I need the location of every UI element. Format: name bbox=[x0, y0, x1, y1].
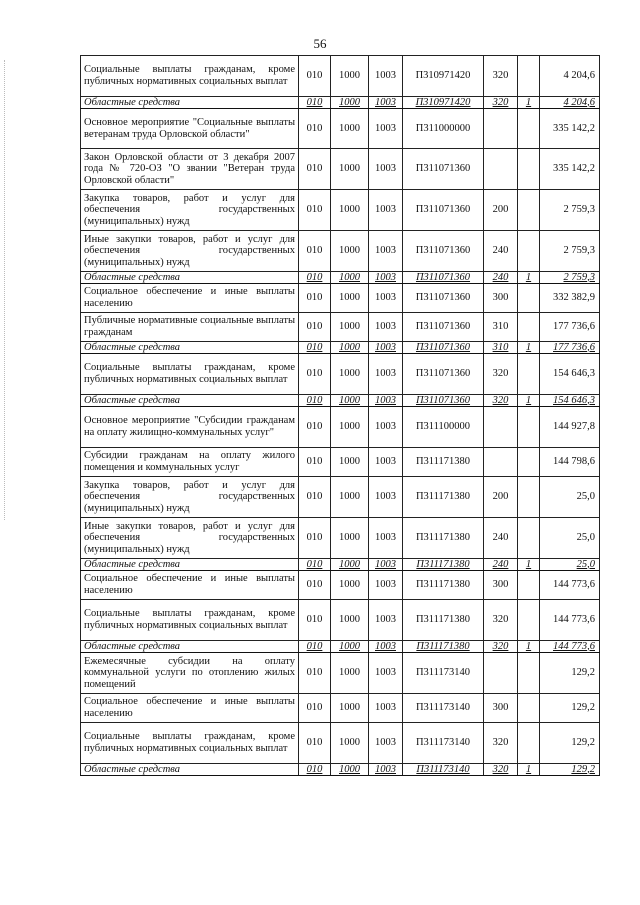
amount-cell: 154 646,3 bbox=[540, 354, 600, 395]
expense-type-code-cell: 240 bbox=[484, 559, 518, 571]
table-row-funding-source bbox=[81, 97, 600, 109]
table-row bbox=[81, 477, 600, 518]
amount-cell: 4 204,6 bbox=[540, 56, 600, 97]
section-code-cell: 1000 bbox=[331, 518, 369, 559]
expense-name-cell: Иные закупки товаров, работ и услуг для обеспечения государственных (муниципальных) нужд bbox=[81, 518, 299, 559]
source-code-cell: 1 bbox=[518, 764, 540, 776]
expense-type-code-cell: 320 bbox=[484, 723, 518, 764]
source-code-cell bbox=[518, 694, 540, 723]
admin-code-cell: 010 bbox=[299, 653, 331, 694]
expense-name-cell: Основное мероприятие "Социальные выплаты ветеранам труда Орловской области" bbox=[81, 109, 299, 149]
subsection-code-cell: 1003 bbox=[369, 407, 403, 448]
expense-type-code-cell: 240 bbox=[484, 231, 518, 272]
expense-name-cell: Областные средства bbox=[81, 272, 299, 284]
expense-type-code-cell: 200 bbox=[484, 477, 518, 518]
admin-code-cell: 010 bbox=[299, 149, 331, 190]
expense-type-code-cell: 300 bbox=[484, 694, 518, 723]
admin-code-cell: 010 bbox=[299, 571, 331, 600]
section-code-cell: 1000 bbox=[331, 600, 369, 641]
source-code-cell bbox=[518, 518, 540, 559]
expense-name-cell: Ежемесячные субсидии на оплату коммунальной услуги по отоплению жилых помещений bbox=[81, 653, 299, 694]
source-code-cell bbox=[518, 109, 540, 149]
section-code-cell: 1000 bbox=[331, 284, 369, 313]
expense-type-code-cell: 320 bbox=[484, 395, 518, 407]
expense-name-cell: Социальные выплаты гражданам, кроме публичных нормативных социальных выплат bbox=[81, 600, 299, 641]
admin-code-cell: 010 bbox=[299, 109, 331, 149]
amount-cell: 129,2 bbox=[540, 653, 600, 694]
amount-cell: 335 142,2 bbox=[540, 149, 600, 190]
expense-name-cell: Субсидии гражданам на оплату жилого помещения и коммунальных услуг bbox=[81, 448, 299, 477]
source-code-cell bbox=[518, 231, 540, 272]
admin-code-cell: 010 bbox=[299, 272, 331, 284]
section-code-cell: 1000 bbox=[331, 190, 369, 231]
source-code-cell bbox=[518, 284, 540, 313]
target-item-code-cell: П311171380 bbox=[403, 571, 484, 600]
amount-cell: 2 759,3 bbox=[540, 231, 600, 272]
amount-cell: 25,0 bbox=[540, 518, 600, 559]
target-item-code-cell: П311173140 bbox=[403, 764, 484, 776]
subsection-code-cell: 1003 bbox=[369, 723, 403, 764]
admin-code-cell: 010 bbox=[299, 477, 331, 518]
section-code-cell: 1000 bbox=[331, 97, 369, 109]
admin-code-cell: 010 bbox=[299, 407, 331, 448]
subsection-code-cell: 1003 bbox=[369, 97, 403, 109]
subsection-code-cell: 1003 bbox=[369, 477, 403, 518]
subsection-code-cell: 1003 bbox=[369, 231, 403, 272]
source-code-cell bbox=[518, 723, 540, 764]
table-row bbox=[81, 723, 600, 764]
table-row-funding-source bbox=[81, 395, 600, 407]
target-item-code-cell: П311171380 bbox=[403, 559, 484, 571]
section-code-cell: 1000 bbox=[331, 477, 369, 518]
admin-code-cell: 010 bbox=[299, 284, 331, 313]
target-item-code-cell: П311071360 bbox=[403, 190, 484, 231]
table-row-funding-source bbox=[81, 342, 600, 354]
admin-code-cell: 010 bbox=[299, 723, 331, 764]
subsection-code-cell: 1003 bbox=[369, 313, 403, 342]
section-code-cell: 1000 bbox=[331, 448, 369, 477]
source-code-cell: 1 bbox=[518, 272, 540, 284]
subsection-code-cell: 1003 bbox=[369, 694, 403, 723]
expense-name-cell: Областные средства bbox=[81, 342, 299, 354]
binding-margin-line bbox=[4, 60, 7, 520]
admin-code-cell: 010 bbox=[299, 559, 331, 571]
expense-name-cell: Социальное обеспечение и иные выплаты населению bbox=[81, 694, 299, 723]
expense-name-cell: Закупка товаров, работ и услуг для обеспечения государственных (муниципальных) нужд bbox=[81, 190, 299, 231]
budget-table-body bbox=[81, 56, 600, 776]
source-code-cell: 1 bbox=[518, 342, 540, 354]
section-code-cell: 1000 bbox=[331, 313, 369, 342]
expense-type-code-cell: 320 bbox=[484, 600, 518, 641]
section-code-cell: 1000 bbox=[331, 764, 369, 776]
section-code-cell: 1000 bbox=[331, 723, 369, 764]
subsection-code-cell: 1003 bbox=[369, 272, 403, 284]
expense-name-cell: Закон Орловской области от 3 декабря 2007 года № 720-ОЗ "О звании "Ветеран труда Орловской области" bbox=[81, 149, 299, 190]
amount-cell: 335 142,2 bbox=[540, 109, 600, 149]
table-row-funding-source bbox=[81, 764, 600, 776]
section-code-cell: 1000 bbox=[331, 407, 369, 448]
subsection-code-cell: 1003 bbox=[369, 284, 403, 313]
target-item-code-cell: П311071360 bbox=[403, 313, 484, 342]
target-item-code-cell: П311071360 bbox=[403, 272, 484, 284]
target-item-code-cell: П311100000 bbox=[403, 407, 484, 448]
source-code-cell: 1 bbox=[518, 395, 540, 407]
source-code-cell bbox=[518, 477, 540, 518]
admin-code-cell: 010 bbox=[299, 231, 331, 272]
source-code-cell: 1 bbox=[518, 641, 540, 653]
section-code-cell: 1000 bbox=[331, 342, 369, 354]
section-code-cell: 1000 bbox=[331, 559, 369, 571]
expense-type-code-cell: 320 bbox=[484, 641, 518, 653]
expense-type-code-cell bbox=[484, 448, 518, 477]
table-row bbox=[81, 600, 600, 641]
target-item-code-cell: П311171380 bbox=[403, 641, 484, 653]
subsection-code-cell: 1003 bbox=[369, 600, 403, 641]
expense-name-cell: Областные средства bbox=[81, 641, 299, 653]
section-code-cell: 1000 bbox=[331, 641, 369, 653]
amount-cell: 177 736,6 bbox=[540, 342, 600, 354]
amount-cell: 144 773,6 bbox=[540, 571, 600, 600]
source-code-cell bbox=[518, 149, 540, 190]
section-code-cell: 1000 bbox=[331, 109, 369, 149]
table-row bbox=[81, 694, 600, 723]
expense-type-code-cell: 310 bbox=[484, 313, 518, 342]
amount-cell: 129,2 bbox=[540, 764, 600, 776]
target-item-code-cell: П311071360 bbox=[403, 342, 484, 354]
subsection-code-cell: 1003 bbox=[369, 641, 403, 653]
source-code-cell bbox=[518, 571, 540, 600]
table-row bbox=[81, 149, 600, 190]
expense-name-cell: Иные закупки товаров, работ и услуг для обеспечения государственных (муниципальных) нужд bbox=[81, 231, 299, 272]
expense-type-code-cell: 320 bbox=[484, 764, 518, 776]
expense-name-cell: Областные средства bbox=[81, 97, 299, 109]
expense-type-code-cell: 310 bbox=[484, 342, 518, 354]
source-code-cell bbox=[518, 313, 540, 342]
admin-code-cell: 010 bbox=[299, 313, 331, 342]
source-code-cell bbox=[518, 600, 540, 641]
table-row bbox=[81, 56, 600, 97]
target-item-code-cell: П311071360 bbox=[403, 231, 484, 272]
subsection-code-cell: 1003 bbox=[369, 571, 403, 600]
subsection-code-cell: 1003 bbox=[369, 109, 403, 149]
admin-code-cell: 010 bbox=[299, 354, 331, 395]
target-item-code-cell: П311071360 bbox=[403, 395, 484, 407]
source-code-cell bbox=[518, 653, 540, 694]
subsection-code-cell: 1003 bbox=[369, 518, 403, 559]
admin-code-cell: 010 bbox=[299, 600, 331, 641]
table-row bbox=[81, 354, 600, 395]
expense-type-code-cell: 320 bbox=[484, 56, 518, 97]
table-row bbox=[81, 653, 600, 694]
target-item-code-cell: П311171380 bbox=[403, 477, 484, 518]
amount-cell: 129,2 bbox=[540, 694, 600, 723]
expense-name-cell: Областные средства bbox=[81, 559, 299, 571]
expense-type-code-cell: 300 bbox=[484, 571, 518, 600]
budget-table bbox=[80, 55, 600, 776]
subsection-code-cell: 1003 bbox=[369, 56, 403, 97]
table-row bbox=[81, 313, 600, 342]
table-row bbox=[81, 190, 600, 231]
source-code-cell bbox=[518, 354, 540, 395]
expense-name-cell: Закупка товаров, работ и услуг для обеспечения государственных (муниципальных) нужд bbox=[81, 477, 299, 518]
amount-cell: 177 736,6 bbox=[540, 313, 600, 342]
target-item-code-cell: П311171380 bbox=[403, 518, 484, 559]
subsection-code-cell: 1003 bbox=[369, 395, 403, 407]
amount-cell: 144 927,8 bbox=[540, 407, 600, 448]
admin-code-cell: 010 bbox=[299, 395, 331, 407]
section-code-cell: 1000 bbox=[331, 571, 369, 600]
amount-cell: 129,2 bbox=[540, 723, 600, 764]
admin-code-cell: 010 bbox=[299, 694, 331, 723]
expense-type-code-cell: 320 bbox=[484, 354, 518, 395]
admin-code-cell: 010 bbox=[299, 56, 331, 97]
amount-cell: 25,0 bbox=[540, 477, 600, 518]
page-number: 56 bbox=[313, 36, 327, 51]
admin-code-cell: 010 bbox=[299, 97, 331, 109]
expense-type-code-cell bbox=[484, 653, 518, 694]
amount-cell: 2 759,3 bbox=[540, 190, 600, 231]
admin-code-cell: 010 bbox=[299, 342, 331, 354]
amount-cell: 144 773,6 bbox=[540, 600, 600, 641]
table-row bbox=[81, 109, 600, 149]
table-row bbox=[81, 571, 600, 600]
expense-name-cell: Социальное обеспечение и иные выплаты населению bbox=[81, 571, 299, 600]
amount-cell: 2 759,3 bbox=[540, 272, 600, 284]
target-item-code-cell: П311171380 bbox=[403, 448, 484, 477]
source-code-cell: 1 bbox=[518, 559, 540, 571]
expense-name-cell: Социальные выплаты гражданам, кроме публичных нормативных социальных выплат bbox=[81, 354, 299, 395]
target-item-code-cell: П311000000 bbox=[403, 109, 484, 149]
admin-code-cell: 010 bbox=[299, 641, 331, 653]
amount-cell: 144 773,6 bbox=[540, 641, 600, 653]
section-code-cell: 1000 bbox=[331, 272, 369, 284]
subsection-code-cell: 1003 bbox=[369, 448, 403, 477]
table-row-funding-source bbox=[81, 559, 600, 571]
expense-type-code-cell bbox=[484, 407, 518, 448]
subsection-code-cell: 1003 bbox=[369, 764, 403, 776]
amount-cell: 4 204,6 bbox=[540, 97, 600, 109]
expense-type-code-cell: 240 bbox=[484, 518, 518, 559]
subsection-code-cell: 1003 bbox=[369, 354, 403, 395]
expense-name-cell: Социальные выплаты гражданам, кроме публичных нормативных социальных выплат bbox=[81, 56, 299, 97]
section-code-cell: 1000 bbox=[331, 149, 369, 190]
section-code-cell: 1000 bbox=[331, 231, 369, 272]
subsection-code-cell: 1003 bbox=[369, 559, 403, 571]
table-row bbox=[81, 448, 600, 477]
table-row bbox=[81, 518, 600, 559]
expense-type-code-cell: 320 bbox=[484, 97, 518, 109]
section-code-cell: 1000 bbox=[331, 354, 369, 395]
target-item-code-cell: П311071360 bbox=[403, 354, 484, 395]
expense-name-cell: Областные средства bbox=[81, 764, 299, 776]
section-code-cell: 1000 bbox=[331, 395, 369, 407]
target-item-code-cell: П311071360 bbox=[403, 284, 484, 313]
target-item-code-cell: П311171380 bbox=[403, 600, 484, 641]
amount-cell: 332 382,9 bbox=[540, 284, 600, 313]
target-item-code-cell: П310971420 bbox=[403, 97, 484, 109]
amount-cell: 144 798,6 bbox=[540, 448, 600, 477]
expense-type-code-cell bbox=[484, 109, 518, 149]
target-item-code-cell: П310971420 bbox=[403, 56, 484, 97]
admin-code-cell: 010 bbox=[299, 448, 331, 477]
expense-type-code-cell: 240 bbox=[484, 272, 518, 284]
table-row bbox=[81, 231, 600, 272]
table-row bbox=[81, 284, 600, 313]
expense-name-cell: Публичные нормативные социальные выплаты гражданам bbox=[81, 313, 299, 342]
expense-name-cell: Основное мероприятие "Субсидии гражданам на оплату жилищно-коммунальных услуг" bbox=[81, 407, 299, 448]
expense-name-cell: Социальное обеспечение и иные выплаты населению bbox=[81, 284, 299, 313]
amount-cell: 25,0 bbox=[540, 559, 600, 571]
admin-code-cell: 010 bbox=[299, 518, 331, 559]
target-item-code-cell: П311173140 bbox=[403, 723, 484, 764]
target-item-code-cell: П311173140 bbox=[403, 694, 484, 723]
source-code-cell bbox=[518, 448, 540, 477]
source-code-cell bbox=[518, 407, 540, 448]
expense-type-code-cell: 200 bbox=[484, 190, 518, 231]
admin-code-cell: 010 bbox=[299, 764, 331, 776]
subsection-code-cell: 1003 bbox=[369, 190, 403, 231]
expense-name-cell: Областные средства bbox=[81, 395, 299, 407]
source-code-cell: 1 bbox=[518, 97, 540, 109]
table-row-funding-source bbox=[81, 272, 600, 284]
section-code-cell: 1000 bbox=[331, 694, 369, 723]
admin-code-cell: 010 bbox=[299, 190, 331, 231]
amount-cell: 154 646,3 bbox=[540, 395, 600, 407]
expense-type-code-cell: 300 bbox=[484, 284, 518, 313]
source-code-cell bbox=[518, 56, 540, 97]
expense-name-cell: Социальные выплаты гражданам, кроме публичных нормативных социальных выплат bbox=[81, 723, 299, 764]
table-row-funding-source bbox=[81, 641, 600, 653]
target-item-code-cell: П311173140 bbox=[403, 653, 484, 694]
section-code-cell: 1000 bbox=[331, 56, 369, 97]
subsection-code-cell: 1003 bbox=[369, 653, 403, 694]
expense-type-code-cell bbox=[484, 149, 518, 190]
subsection-code-cell: 1003 bbox=[369, 342, 403, 354]
subsection-code-cell: 1003 bbox=[369, 149, 403, 190]
target-item-code-cell: П311071360 bbox=[403, 149, 484, 190]
source-code-cell bbox=[518, 190, 540, 231]
table-row bbox=[81, 407, 600, 448]
section-code-cell: 1000 bbox=[331, 653, 369, 694]
